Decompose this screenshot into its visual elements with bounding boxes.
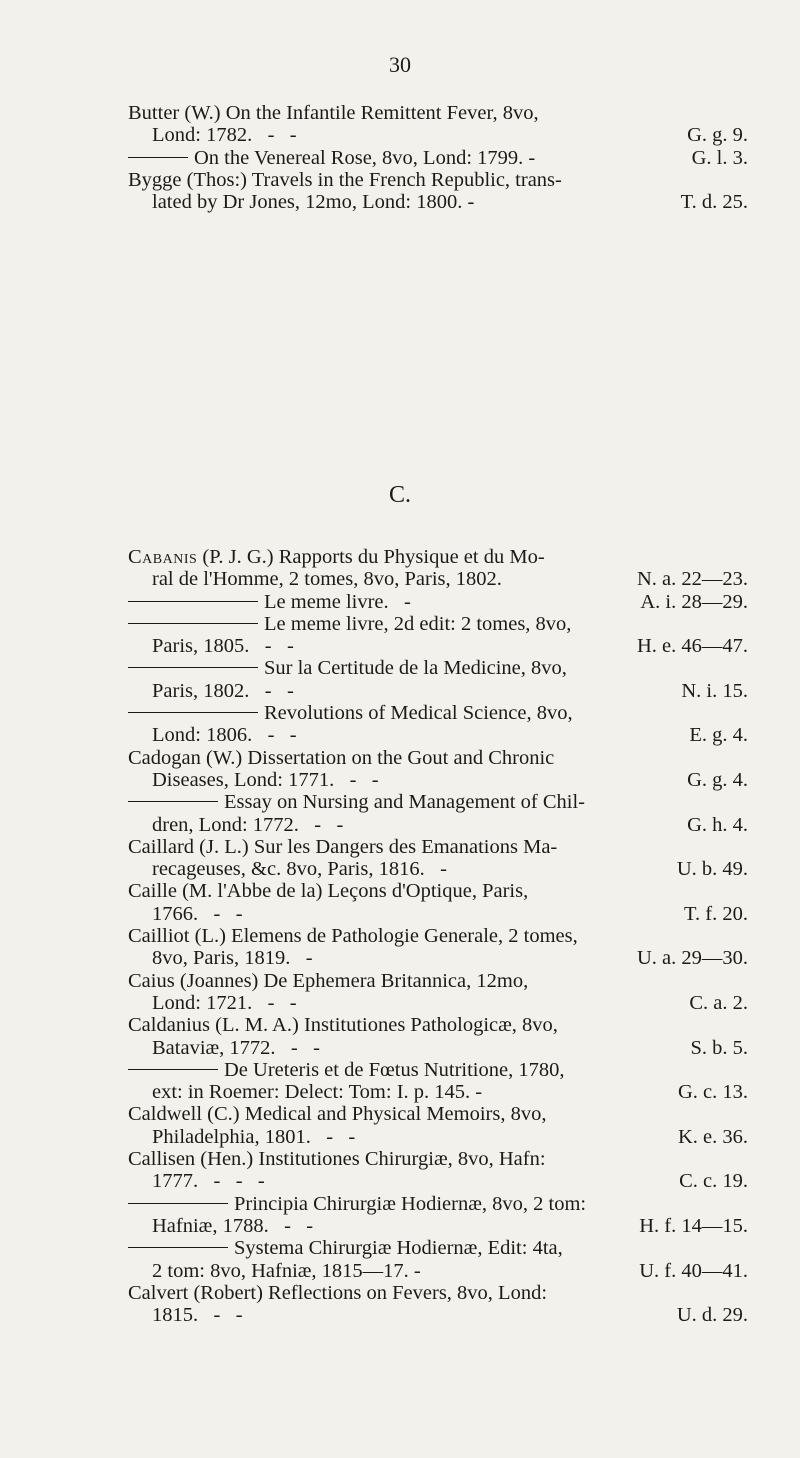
- section-heading: C.: [388, 482, 411, 508]
- ditto-rule: [128, 623, 258, 624]
- catalog-line: [128, 747, 748, 769]
- entry-text: Le meme livre. -: [264, 590, 411, 613]
- entry-text: Butter (W.) On the Infantile Remittent Fever, 8vo,: [128, 102, 539, 124]
- catalog-line: [128, 1237, 748, 1259]
- entry-text: Diseases, Lond: 1771. - -: [152, 768, 379, 791]
- catalog-line: [128, 858, 748, 880]
- entry-text: 8vo, Paris, 1819. -: [152, 947, 313, 970]
- entry-text: Bataviæ, 1772. - -: [152, 1036, 320, 1059]
- ditto-rule: [128, 1069, 218, 1070]
- entry-text: ext: in Roemer: Delect: Tom: I. p. 145. -: [152, 1081, 483, 1104]
- entry-text: Revolutions of Medical Science, 8vo,: [264, 702, 573, 725]
- entry-text: 1815. - -: [152, 1304, 243, 1327]
- ditto-rule: [128, 601, 258, 602]
- entry-text: Principia Chirurgiæ Hodiernæ, 8vo, 2 tom:: [234, 1192, 587, 1215]
- entry-text: Philadelphia, 1801. - -: [152, 1125, 356, 1148]
- catalog-line: [128, 102, 748, 124]
- catalog-line: [128, 970, 748, 992]
- entry-text: Le meme livre, 2d edit: 2 tomes, 8vo,: [264, 612, 572, 635]
- entry-text: 1766. - -: [152, 902, 243, 925]
- catalog-line: [128, 925, 748, 947]
- ditto-rule: [128, 1247, 228, 1248]
- entry-text: On the Venereal Rose, 8vo, Lond: 1799. -: [194, 146, 536, 169]
- catalog-line: [128, 1148, 748, 1170]
- catalog-line: [128, 903, 748, 925]
- catalog-line: [128, 1081, 748, 1103]
- ditto-rule: [128, 801, 218, 802]
- catalog-line: [128, 880, 748, 902]
- ditto-rule: [128, 1203, 228, 1204]
- entry-text: Sur la Certitude de la Medicine, 8vo,: [264, 657, 567, 680]
- entry-text: Calvert (Robert) Reflections on Fevers, 8vo, Lond:: [128, 1281, 548, 1304]
- catalog-line: [128, 169, 748, 191]
- entry-text: Lond: 1782. - -: [152, 124, 297, 147]
- catalog-line: [128, 657, 748, 679]
- entry-text: 2 tom: 8vo, Hafniæ, 1815—17. -: [152, 1259, 421, 1282]
- entry-text: Hafniæ, 1788. - -: [152, 1214, 314, 1237]
- entry-text: ral de l'Homme, 2 tomes, 8vo, Paris, 1802.: [152, 568, 502, 591]
- catalog-line: [128, 1103, 748, 1125]
- entry-text: Essay on Nursing and Management of Chil-: [224, 791, 585, 814]
- shelf-location: N. i. 15.: [681, 679, 748, 702]
- entry-text: recageuses, &c. 8vo, Paris, 1816. -: [152, 858, 447, 881]
- entry-text: Caldwell (C.) Medical and Physical Memoirs, 8vo,: [128, 1103, 547, 1126]
- catalog-line: [128, 191, 748, 213]
- entry-text: Caldanius (L. M. A.) Institutiones Pathologicæ, 8vo,: [128, 1014, 558, 1037]
- catalog-line: [128, 1304, 748, 1326]
- entry-text: Systema Chirurgiæ Hodiernæ, Edit: 4ta,: [234, 1237, 563, 1260]
- shelf-location: U. d. 29.: [676, 1304, 748, 1327]
- entry-text: Cadogan (W.) Dissertation on the Gout and Chronic: [128, 746, 555, 769]
- shelf-location: S. b. 5.: [690, 1036, 748, 1059]
- entry-text: dren, Lond: 1772. - -: [152, 813, 344, 836]
- author-name: Cabanis: [128, 546, 198, 568]
- entries-b: [128, 102, 748, 213]
- catalog-line: [128, 613, 748, 635]
- catalog-line: [128, 702, 748, 724]
- entry-text: Caille (M. l'Abbe de la) Leçons d'Optique, Paris,: [128, 880, 529, 903]
- catalog-line: [128, 836, 748, 858]
- entry-text: Paris, 1802. - -: [152, 679, 294, 702]
- ditto-rule: [128, 157, 188, 158]
- shelf-location: U. a. 29—30.: [636, 947, 748, 970]
- catalog-line: [128, 1126, 748, 1148]
- ditto-rule: [128, 712, 258, 713]
- entry-text: Paris, 1805. - -: [152, 635, 294, 658]
- shelf-location: G. c. 13.: [677, 1081, 748, 1104]
- shelf-location: E. g. 4.: [689, 724, 748, 747]
- shelf-location: T. d. 25.: [680, 191, 748, 214]
- catalog-line: [128, 1170, 748, 1192]
- catalog-line: [128, 947, 748, 969]
- catalog-line: [128, 724, 748, 746]
- entry-text: lated by Dr Jones, 12mo, Lond: 1800. -: [152, 191, 475, 214]
- catalog-line: [128, 1059, 748, 1081]
- page-number: 30: [389, 52, 411, 77]
- catalog-line: [128, 568, 748, 590]
- shelf-location: G. g. 4.: [687, 768, 748, 791]
- shelf-location: K. e. 36.: [677, 1125, 748, 1148]
- shelf-location: C. a. 2.: [689, 991, 748, 1014]
- entry-text: Lond: 1806. - -: [152, 724, 297, 747]
- shelf-location: U. b. 49.: [676, 858, 748, 881]
- entry-text: Callisen (Hen.) Institutiones Chirurgiæ, 8vo, Hafn:: [128, 1148, 546, 1171]
- entry-text: Cailliot (L.) Elemens de Pathologie Generale, 2 tomes,: [128, 925, 578, 948]
- catalog-line: [128, 1193, 748, 1215]
- ditto-rule: [128, 667, 258, 668]
- shelf-location: N. a. 22—23.: [636, 568, 748, 591]
- entry-text: (P. J. G.) Rapports du Physique et du Mo-: [197, 546, 545, 568]
- catalog-line: [128, 147, 748, 169]
- catalog-line: [128, 1260, 748, 1282]
- catalog-line: [128, 1282, 748, 1304]
- shelf-location: U. f. 40—41.: [639, 1259, 748, 1282]
- catalog-line: [128, 791, 748, 813]
- catalog-line: [128, 124, 748, 146]
- entries-c: [128, 546, 748, 1326]
- catalog-line: [128, 1037, 748, 1059]
- shelf-location: G. l. 3.: [691, 146, 748, 169]
- shelf-location: G. h. 4.: [687, 813, 748, 836]
- catalog-line: [128, 1014, 748, 1036]
- entry-text: 1777. - - -: [152, 1170, 265, 1193]
- shelf-location: H. e. 46—47.: [636, 635, 748, 658]
- entry-text: Caillard (J. L.) Sur les Dangers des Emanations Ma-: [128, 835, 558, 858]
- shelf-location: H. f. 14—15.: [639, 1214, 748, 1237]
- entry-text: Lond: 1721. - -: [152, 991, 297, 1014]
- catalog-line: [128, 635, 748, 657]
- shelf-location: T. f. 20.: [684, 902, 748, 925]
- catalog-line: [128, 546, 748, 568]
- entry-text: De Ureteris et de Fœtus Nutritione, 1780,: [224, 1058, 565, 1081]
- catalog-line: [128, 769, 748, 791]
- catalog-line: [128, 680, 748, 702]
- shelf-location: C. c. 19.: [679, 1170, 748, 1193]
- entry-text: Caius (Joannes) De Ephemera Britannica, 12mo,: [128, 969, 529, 992]
- shelf-location: G. g. 9.: [687, 124, 748, 147]
- shelf-location: A. i. 28—29.: [640, 590, 748, 613]
- catalog-line: [128, 1215, 748, 1237]
- catalog-line: [128, 814, 748, 836]
- entry-text: Bygge (Thos:) Travels in the French Republic, trans-: [128, 168, 562, 191]
- catalog-line: [128, 992, 748, 1014]
- catalog-line: [128, 591, 748, 613]
